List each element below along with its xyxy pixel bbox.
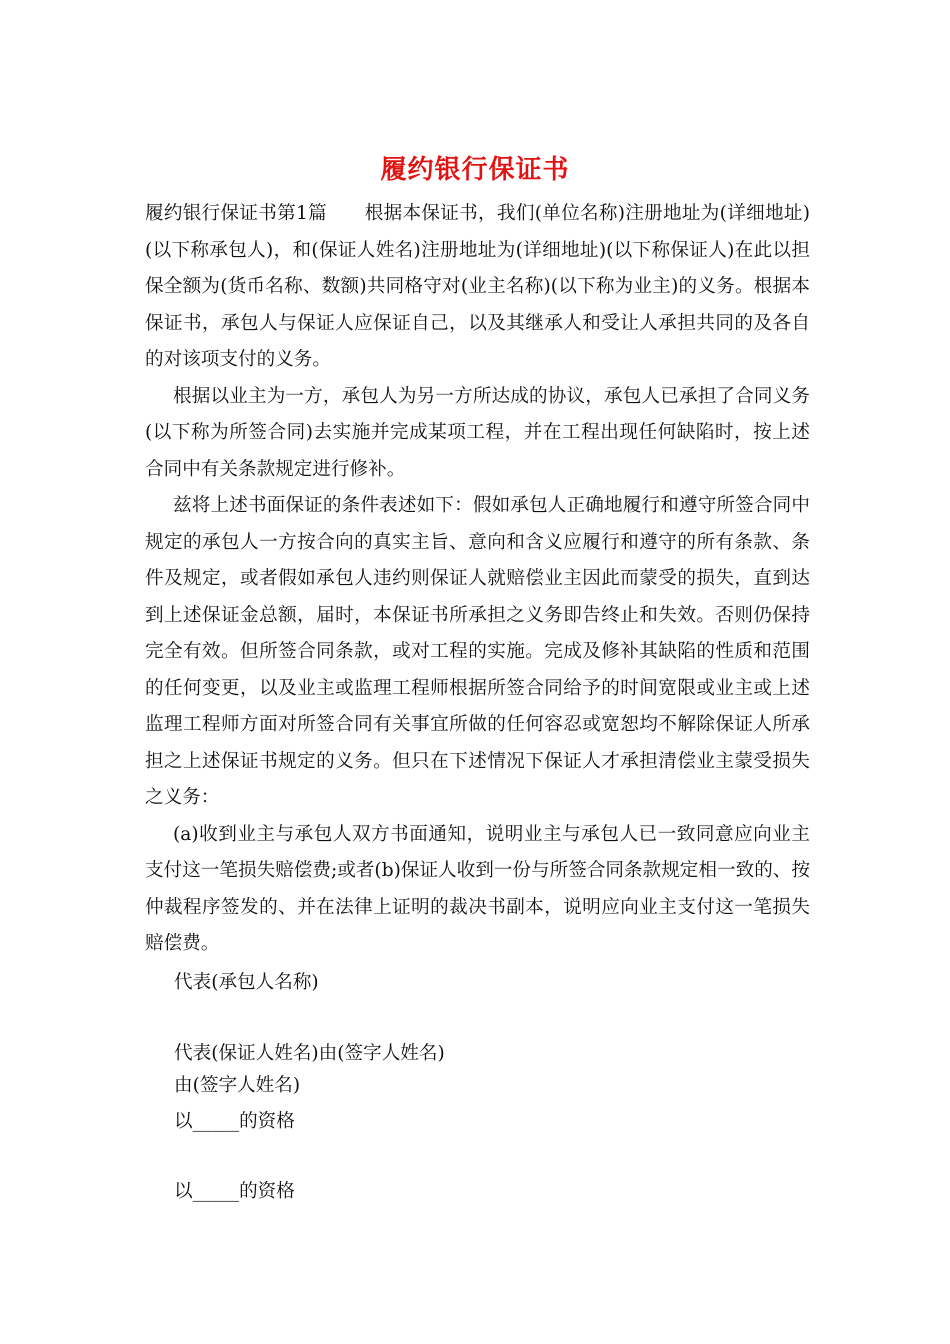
signature-line-contractor: 代表(承包人名称) bbox=[174, 972, 319, 993]
document-title: 履约银行保证书 bbox=[380, 155, 570, 185]
paragraph-4: (a)收到业主与承包人双方书面通知，说明业主与承包人已一致同意应向业主支付这一笔损失赔偿费;或者(b)保证人收到一份与所签合同条款规定相一致的、按仲裁程序签发的、并在法律上证明的裁决书副本，说明应向业主支付这一笔损失赔偿费。 bbox=[145, 823, 810, 954]
paragraph-1: 履约银行保证书第1篇 根据本保证书，我们(单位名称)注册地址为(详细地址)(以下称承包人)，和(保证人姓名)注册地址为(详细地址)(以下称保证人)在此以担保全额为(货币名称、数额)共同格守对(业主名称)(以下称为业主)的义务。根据本保证书，承包人与保证人应保证自己，以及其继承人和受让人承担共同的及各自的对该项支付的义务。 bbox=[145, 203, 810, 370]
signature-line-signer: 由(签字人姓名) bbox=[174, 1075, 301, 1096]
signature-line-guarantor: 代表(保证人姓名)由(签字人姓名) bbox=[174, 1043, 445, 1064]
document-body bbox=[145, 196, 810, 963]
signature-line-capacity-2: 以_____的资格 bbox=[174, 1181, 295, 1202]
paragraph-2: 根据以业主为一方，承包人为另一方所达成的协议，承包人已承担了合同义务(以下称为所签合同)去实施并完成某项工程，并在工程出现任何缺陷时，按上述合同中有关条款规定进行修补。 bbox=[145, 385, 810, 480]
signature-line-capacity-1: 以_____的资格 bbox=[174, 1111, 295, 1132]
paragraph-3: 兹将上述书面保证的条件表述如下：假如承包人正确地履行和遵守所签合同中规定的承包人一方按合向的真实主旨、意向和含义应履行和遵守的所有条款、条件及规定，或者假如承包人违约则保证人就赔偿业主因此而蒙受的损失，直到达到上述保证金总额，届时，本保证书所承担之义务即告终止和失效。否则仍保持完全有效。但所签合同条款，或对工程的实施。完成及修补其缺陷的性质和范围的任何变更，以及业主或监理工程师根据所签合同给予的时间宽限或业主或上述监理工程师方面对所签合同有关事宜所做的任何容忍或宽恕均不解除保证人所承担之上述保证书规定的义务。但只在下述情况下保证人才承担清偿业主蒙受损失之义务： bbox=[145, 495, 810, 808]
